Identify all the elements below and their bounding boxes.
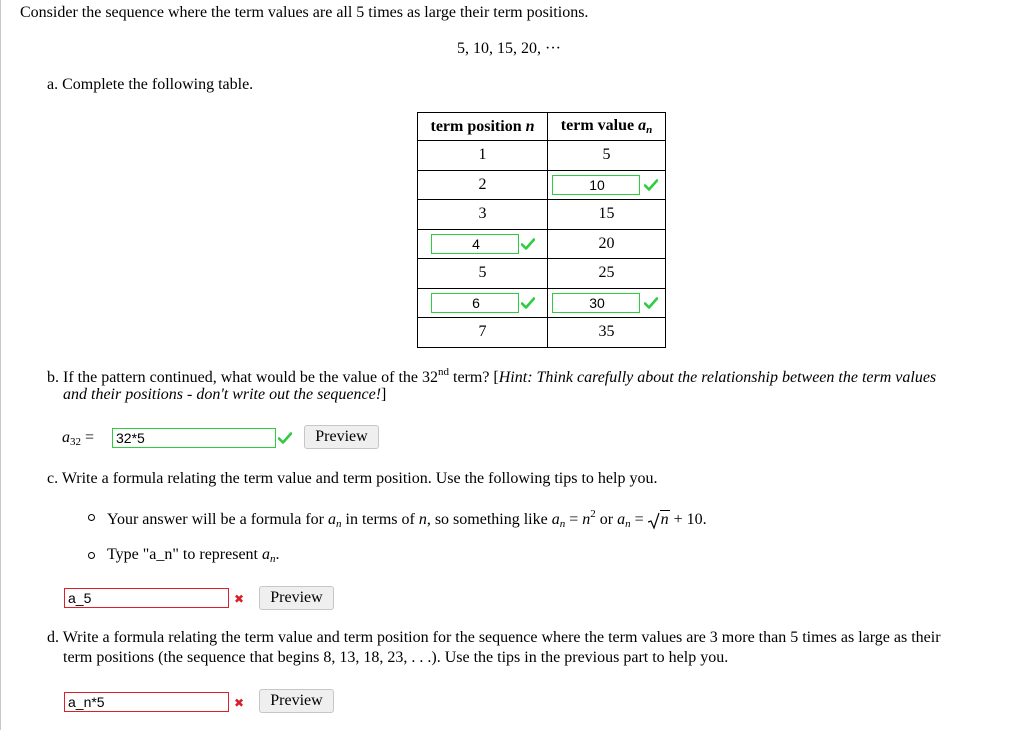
table-row [418, 141, 666, 171]
incorrect-x-icon: ✖ [234, 592, 245, 606]
formula-answer-input-c[interactable]: a_5 [64, 588, 229, 608]
tip-formula-hint: Your answer will be a formula for $a_n$ in terms of n, so something like $a_n = n^2$ or $a_n$ = n + 10. [107, 508, 707, 530]
a32-label: $a_{32}$ = [62, 429, 95, 448]
a32-answer-input[interactable]: 32*5 [112, 428, 276, 448]
intro-text: Consider the sequence where the term values are all 5 times as large their term positions. [20, 4, 589, 21]
correct-check-icon [521, 238, 535, 250]
table-row [418, 318, 666, 348]
table-row [418, 259, 666, 289]
table-row [418, 288, 666, 318]
term-position-cell: 2 [418, 170, 548, 200]
preview-button-c[interactable]: Preview [259, 586, 334, 610]
table-row [418, 229, 666, 259]
term-position-cell: 3 [418, 200, 548, 230]
formula-answer-input-d[interactable]: a_n*5 [64, 692, 229, 712]
bullet-icon [88, 552, 95, 559]
tip-type-a-n: Type "a_n" to represent $a_n$. [107, 546, 280, 565]
sqrt-expression: n [648, 511, 670, 529]
preview-button-d[interactable]: Preview [259, 689, 334, 713]
header-term-value: term value $a_n$ [548, 113, 666, 141]
term-position-input-4[interactable]: 4 [431, 234, 519, 254]
preview-button-b[interactable]: Preview [304, 425, 379, 449]
bullet-icon [88, 514, 95, 521]
table-row [418, 170, 666, 200]
correct-check-icon [644, 297, 658, 309]
part-d-prompt-line1: d. Write a formula relating the term value and term position for the sequence where the term values are 3 more than 5 times as large as their [47, 629, 941, 646]
term-value-cell: 15 [548, 200, 666, 230]
term-value-cell: 20 [548, 229, 666, 259]
term-value-input-2[interactable]: 10 [552, 175, 640, 195]
part-b-prompt-line1: b. If the pattern continued, what would be the value of the 32nd term? [Hint: Think carefully about the relationship between the term values [47, 366, 937, 386]
part-c-prompt: c. Write a formula relating the term value and term position. Use the following tips to help you. [47, 470, 658, 487]
correct-check-icon [521, 297, 535, 309]
incorrect-x-icon: ✖ [234, 696, 245, 710]
term-position-cell [418, 288, 548, 318]
term-value-input-6[interactable]: 30 [552, 293, 640, 313]
correct-check-icon [278, 432, 292, 444]
correct-check-icon [644, 179, 658, 191]
term-value-cell [548, 288, 666, 318]
term-table [417, 112, 666, 348]
term-value-cell: 35 [548, 318, 666, 348]
part-d-prompt-line2: term positions (the sequence that begins 8, 13, 18, 23, . . .). Use the tips in the previous part to help you. [63, 649, 729, 666]
term-position-cell: 7 [418, 318, 548, 348]
part-b-prompt-line2: and their positions - don't write out the sequence!] [63, 386, 387, 403]
term-position-cell: 5 [418, 259, 548, 289]
term-value-cell: 5 [548, 141, 666, 171]
header-term-position: term position n [418, 113, 548, 141]
term-position-cell [418, 229, 548, 259]
page-left-border [0, 0, 1, 730]
sqrt-symbol-icon [648, 512, 660, 530]
term-position-input-6[interactable]: 6 [431, 293, 519, 313]
sequence-display: 5, 10, 15, 20, ··· [457, 40, 561, 57]
term-position-cell: 1 [418, 141, 548, 171]
part-a-prompt: a. Complete the following table. [47, 76, 254, 93]
term-value-cell [548, 170, 666, 200]
term-value-cell: 25 [548, 259, 666, 289]
table-row [418, 200, 666, 230]
